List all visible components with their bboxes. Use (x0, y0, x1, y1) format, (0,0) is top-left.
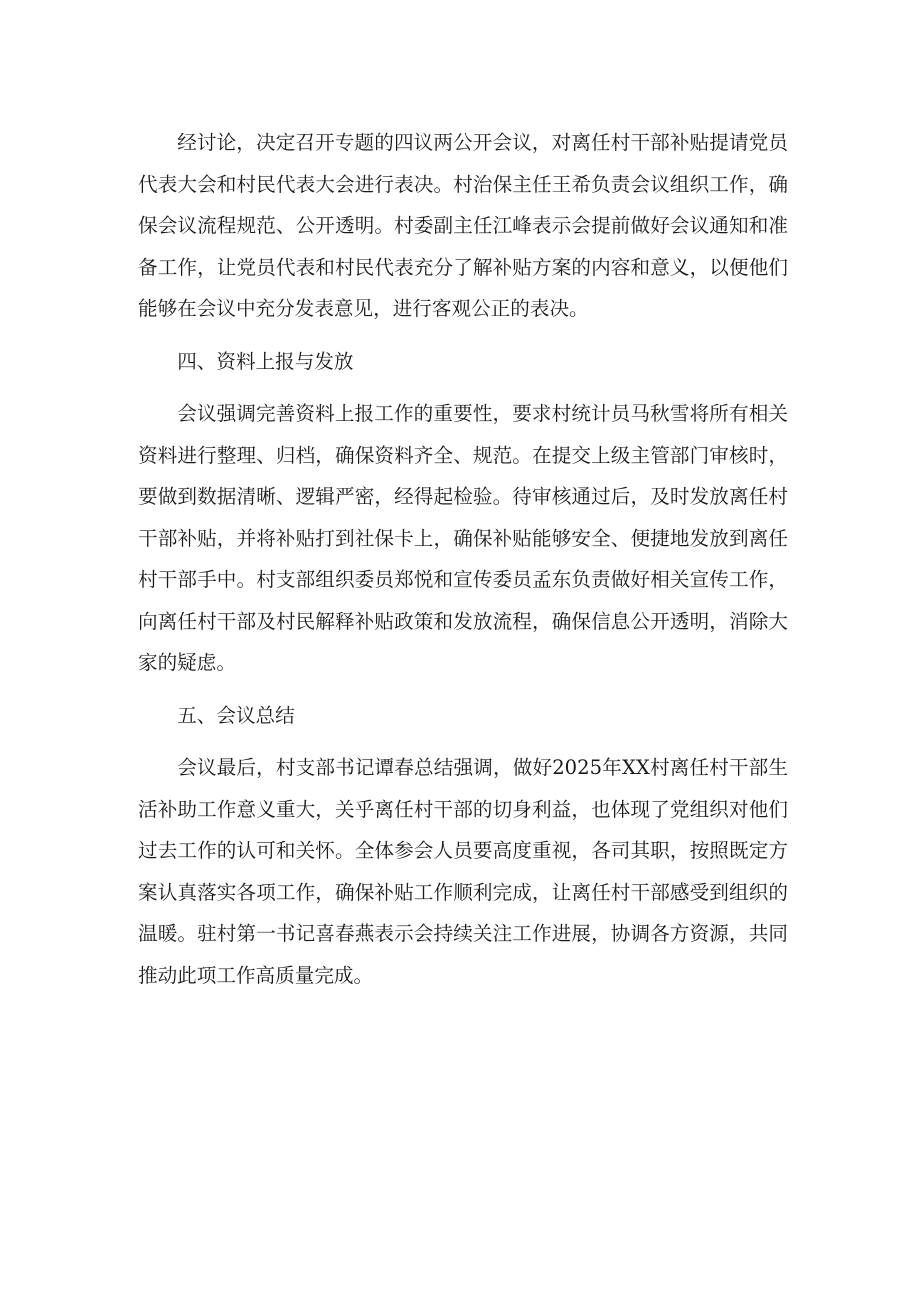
paragraph-meeting-vote: 经讨论，决定召开专题的四议两公开会议，对离任村干部补贴提请党员代表大会和村民代表大会进行表决。村治保主任王希负责会议组织工作，确保会议流程规范、公开透明。村委副主任江峰表示会提前做好会议通知和准备工作，让党员代表和村民代表充分了解补贴方案的内容和意义，以便他们能够在会议中充分发表意见，进行客观公正的表决。 (138, 131, 788, 320)
section-heading-summary: 五、会议总结 (177, 703, 295, 727)
section-heading-materials: 四、资料上报与发放 (177, 349, 354, 373)
paragraph-materials-distribution: 会议强调完善资料上报工作的重要性，要求村统计员马秋雪将所有相关资料进行整理、归档，确保资料齐全、规范。在提交上级主管部门审核时，要做到数据清晰、逻辑严密，经得起检验。待审核通过后，及时发放离任村干部补贴，并将补贴打到社保卡上，确保补贴能够安全、便捷地发放到离任村干部手中。村支部组织委员郑悦和宣传委员孟东负责做好相关宣传工作，向离任村干部及村民解释补贴政策和发放流程，确保信息公开透明，消除大家的疑虑。 (138, 402, 788, 674)
paragraph-meeting-summary: 会议最后，村支部书记谭春总结强调，做好2025年XX村离任村干部生活补助工作意义重大，关乎离任村干部的切身利益，也体现了党组织对他们过去工作的认可和关怀。全体参会人员要高度重视，各司其职，按照既定方案认真落实各项工作，确保补贴工作顺利完成，让离任村干部感受到组织的温暖。驻村第一书记喜春燕表示会持续关注工作进展，协调各方资源，共同推动此项工作高质量完成。 (138, 756, 788, 987)
document-body (138, 122, 788, 1007)
